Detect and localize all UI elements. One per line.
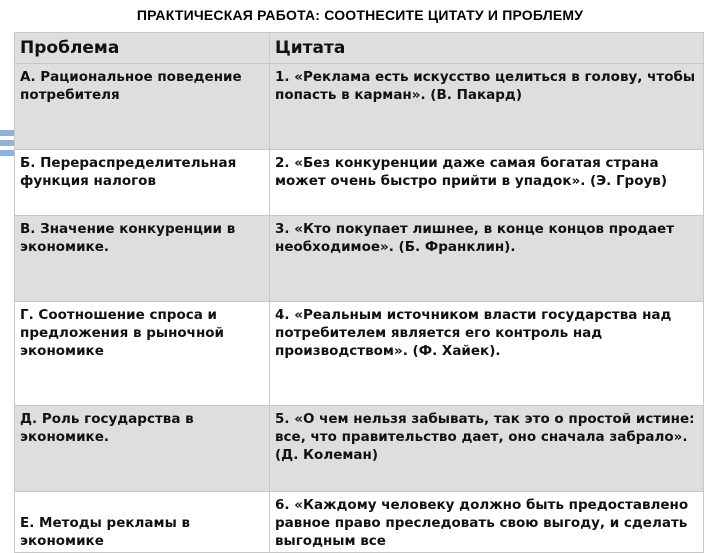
table-row	[15, 64, 704, 150]
quote-cell: 4. «Реальным источником власти государства над потребителем является его контроль над производством». (Ф. Хайек).	[270, 302, 704, 406]
table-header-row	[15, 33, 704, 64]
problem-cell: В. Значение конкуренции в экономике.	[15, 216, 270, 302]
problem-cell: Б. Перераспределительная функция налогов	[15, 150, 270, 216]
problem-cell: Д. Роль государства в экономике.	[15, 406, 270, 492]
problem-cell: А. Рациональное поведение потребителя	[15, 64, 270, 150]
quote-cell: 6. «Каждому человеку должно быть предоставлено равное право преследовать свою выгоду, и сделать выгодным все	[270, 492, 704, 553]
matching-table	[14, 32, 704, 553]
header-quote: Цитата	[270, 33, 704, 64]
problem-cell: Е. Методы рекламы в экономике	[15, 492, 270, 553]
problem-cell: Г. Соотношение спроса и предложения в рыночной экономике	[15, 302, 270, 406]
quote-cell: 2. «Без конкуренции даже самая богатая страна может очень быстро прийти в упадок». (Э. Гроув)	[270, 150, 704, 216]
table-row	[15, 302, 704, 406]
decorative-stripes	[0, 130, 14, 160]
table-row	[15, 492, 704, 553]
header-problem: Проблема	[15, 33, 270, 64]
quote-cell: 1. «Реклама есть искусство целиться в голову, чтобы попасть в карман». (В. Пакард)	[270, 64, 704, 150]
quote-cell: 3. «Кто покупает лишнее, в конце концов продает необходимое». (Б. Франклин).	[270, 216, 704, 302]
table-row	[15, 216, 704, 302]
slide-title: ПРАКТИЧЕСКАЯ РАБОТА: СООТНЕСИТЕ ЦИТАТУ И ПРОБЛЕМУ	[136, 7, 584, 23]
quote-cell: 5. «О чем нельзя забывать, так это о простой истине: все, что правительство дает, оно сначала забрало». (Д. Колеман)	[270, 406, 704, 492]
table-row	[15, 150, 704, 216]
table-row	[15, 406, 704, 492]
